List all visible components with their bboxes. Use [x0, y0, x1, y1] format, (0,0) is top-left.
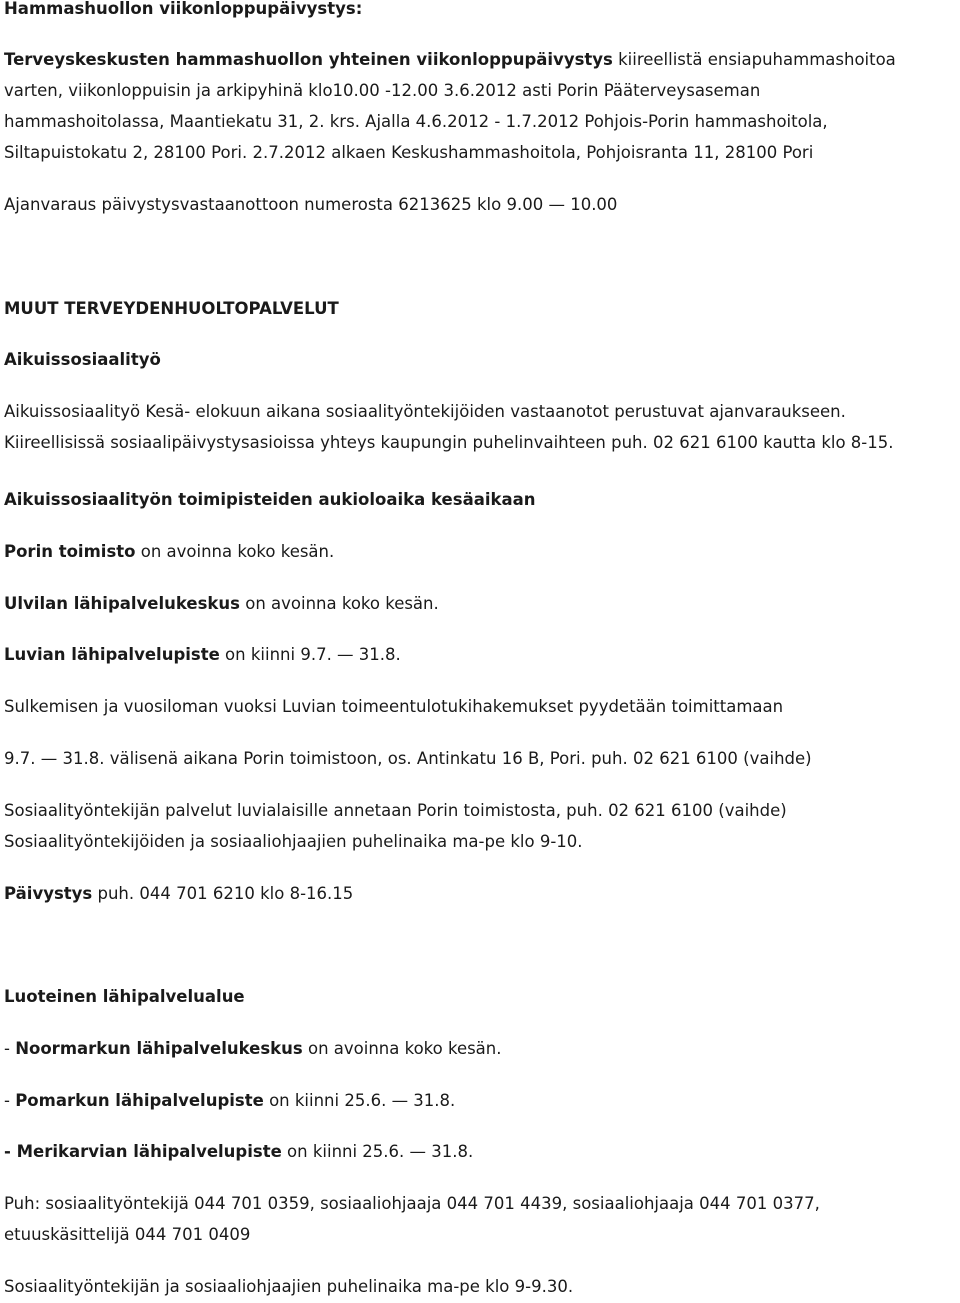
ulvilan-line: Ulvilan lähipalvelukeskus on avoinna koko kesän. [4, 594, 439, 613]
hammashuolto-intro-line4: Siltapuistokatu 2, 28100 Pori. 2.7.2012 alkaen Keskushammashoitola, Pohjoisranta 11, 28100 Pori [4, 143, 814, 162]
ajanvaraus-text: Ajanvaraus päivystysvastaanottoon numerosta 6213625 klo 9.00 — 10.00 [4, 195, 618, 214]
luvian-line: Luvian lähipalvelupiste on kiinni 9.7. — 31.8. [4, 645, 401, 664]
palvelut-line-2: Sosiaalityöntekijöiden ja sosiaaliohjaajien puhelinaika ma-pe klo 9-10. [4, 832, 583, 851]
palvelut-line-1: Sosiaalityöntekijän palvelut luvialaisille annetaan Porin toimistosta, puh. 02 621 6100 (vaihde) [4, 801, 787, 820]
merikarvia-line: - Merikarvian lähipalvelupiste on kiinni 25.6. — 31.8. [4, 1142, 474, 1161]
aikuissosiaalityo-paragraph-2: Kiireellisissä sosiaalipäivystysasioissa yhteys kaupungin puhelinvaihteen puh. 02 621 6100 kautta klo 8-15. [4, 433, 894, 452]
hammashuolto-intro-line2: varten, viikonloppuisin ja arkipyhinä klo10.00 -12.00 3.6.2012 asti Porin Pääterveysaseman [4, 81, 761, 100]
aikuissosiaalityo-subheading: Aikuissosiaalityö [4, 350, 161, 369]
noormarkku-line: - Noormarkun lähipalvelukeskus on avoinna koko kesän. [4, 1039, 502, 1058]
pomarkku-line: - Pomarkun lähipalvelupiste on kiinni 25.6. — 31.8. [4, 1091, 456, 1110]
puhelinnumerot-line-1: Puh: sosiaalityöntekijä 044 701 0359, sosiaaliohjaaja 044 701 4439, sosiaaliohjaaja 044 701 0377, [4, 1194, 820, 1213]
sulkemisen-line-1: Sulkemisen ja vuosiloman vuoksi Luvian toimeentulotukihakemukset pyydetään toimittamaan [4, 697, 784, 716]
muut-palvelut-heading: MUUT TERVEYDENHUOLTOPALVELUT [4, 299, 339, 318]
hammashuolto-heading: Hammashuollon viikonloppupäivystys: [4, 0, 363, 18]
hammashuolto-intro-line3: hammashoitolassa, Maantiekatu 31, 2. krs. Ajalla 4.6.2012 - 1.7.2012 Pohjois-Porin hammashoitola, [4, 112, 828, 131]
luoteinen-heading: Luoteinen lähipalvelualue [4, 987, 245, 1006]
puhelinaika-line: Sosiaalityöntekijän ja sosiaaliohjaajien puhelinaika ma-pe klo 9-9.30. [4, 1277, 574, 1296]
hammashuolto-intro-line1: Terveyskeskusten hammashuollon yhteinen viikonloppupäivystys kiireellistä ensiapuhammashoitoa [4, 50, 896, 69]
hammashuolto-intro-bold: Terveyskeskusten hammashuollon yhteinen viikonloppupäivystys [4, 50, 613, 69]
toimipisteet-heading: Aikuissosiaalityön toimipisteiden aukioloaika kesäaikaan [4, 490, 536, 509]
paivystys-line: Päivystys puh. 044 701 6210 klo 8-16.15 [4, 884, 354, 903]
sulkemisen-line-2: 9.7. — 31.8. välisenä aikana Porin toimistoon, os. Antinkatu 16 B, Pori. puh. 02 621 6100 (vaihde) [4, 749, 812, 768]
aikuissosiaalityo-paragraph-1: Aikuissosiaalityö Kesä- elokuun aikana sosiaalityöntekijöiden vastaanotot perustuvat ajanvaraukseen. [4, 402, 846, 421]
puhelinnumerot-line-2: etuuskäsittelijä 044 701 0409 [4, 1225, 251, 1244]
porin-toimisto-line: Porin toimisto on avoinna koko kesän. [4, 542, 335, 561]
